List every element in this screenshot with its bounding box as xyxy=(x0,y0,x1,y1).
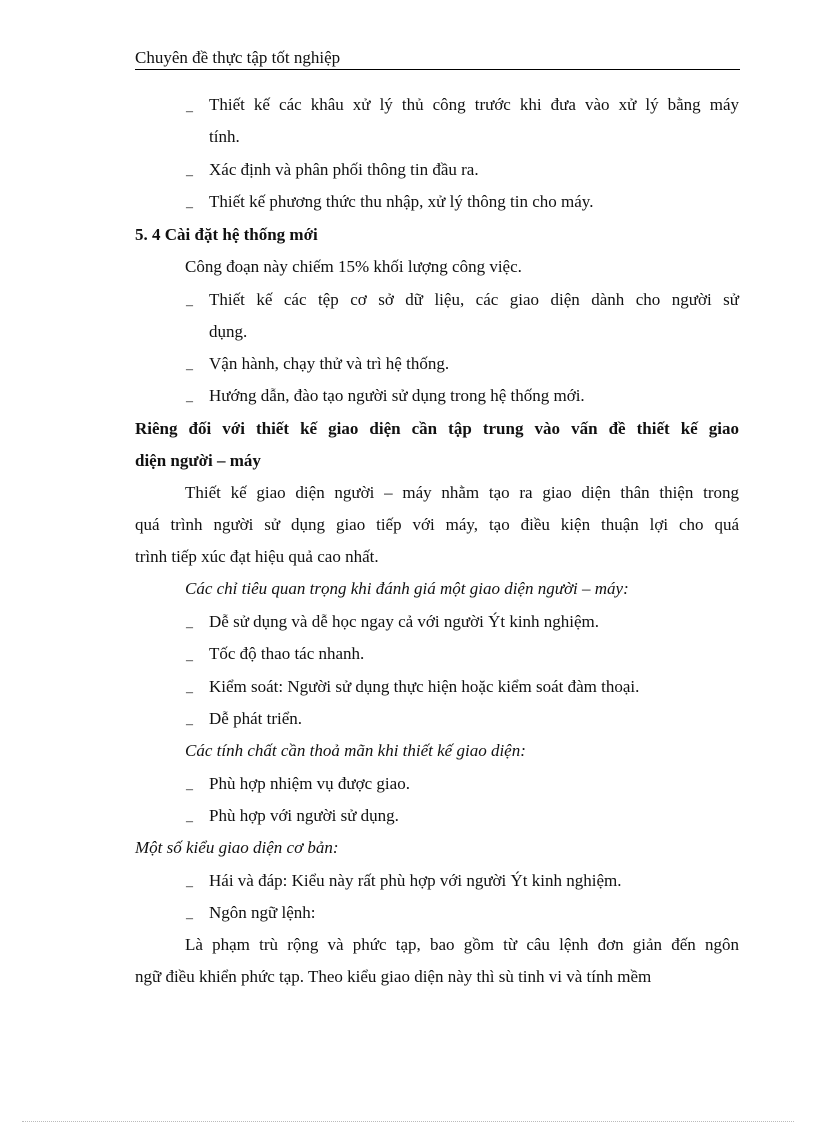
page-header: Chuyên đề thực tập tốt nghiệp xyxy=(135,48,740,70)
paragraph: ngữ điều khiển phức tạp. Theo kiểu giao diện này thì sù tinh vi và tính mềm xyxy=(135,967,652,986)
list-item: Hướng dẫn, đào tạo người sử dụng trong hệ thống mới. xyxy=(209,386,585,405)
bullet-mark: – xyxy=(186,298,193,313)
list-item: Ngôn ngữ lệnh: xyxy=(209,903,316,922)
list-item: Kiểm soát: Người sử dụng thực hiện hoặc kiểm soát đàm thoại. xyxy=(209,677,640,696)
list-item: Phù hợp nhiệm vụ được giao. xyxy=(209,774,410,793)
list-item: Dễ sử dụng và dễ học ngay cả với người Ýt kinh nghiệm. xyxy=(209,612,600,631)
paragraph: Thiết kế giao diện người – máy nhằm tạo ra giao diện thân thiện trong xyxy=(185,483,739,502)
bullet-mark: – xyxy=(186,653,193,668)
list-item: Xác định và phân phối thông tin đầu ra. xyxy=(209,160,479,179)
list-item: Dễ phát triển. xyxy=(209,709,302,728)
bullet-mark: – xyxy=(186,362,193,377)
page-bottom-divider xyxy=(22,1121,794,1122)
list-item: Thiết kế các tệp cơ sở dữ liệu, các giao diện dành cho người sử xyxy=(209,290,739,309)
bullet-mark: – xyxy=(186,879,193,894)
list-item: Tốc độ thao tác nhanh. xyxy=(209,644,365,663)
italic-label: Một số kiểu giao diện cơ bản: xyxy=(135,838,339,857)
list-item-continuation: tính. xyxy=(209,127,240,146)
list-item: Vận hành, chạy thử và trì hệ thống. xyxy=(209,354,450,373)
paragraph: Công đoạn này chiếm 15% khối lượng công việc. xyxy=(185,257,522,276)
bullet-mark: – xyxy=(186,104,193,119)
subsection-heading: Riêng đối với thiết kế giao diện cần tập trung vào vấn đề thiết kế giao xyxy=(135,419,739,438)
bullet-mark: – xyxy=(186,168,193,183)
paragraph: trình tiếp xúc đạt hiệu quả cao nhất. xyxy=(135,547,379,566)
list-item: Thiết kế các khâu xử lý thủ công trước khi đưa vào xử lý bằng máy xyxy=(209,95,739,114)
bullet-mark: – xyxy=(186,814,193,829)
paragraph: quá trình người sử dụng giao tiếp với máy, tạo điều kiện thuận lợi cho quá xyxy=(135,515,739,534)
bullet-mark: – xyxy=(186,200,193,215)
list-item-continuation: dụng. xyxy=(209,322,248,341)
list-item: Hái và đáp: Kiểu này rất phù hợp với người Ýt kinh nghiệm. xyxy=(209,871,622,890)
bullet-mark: – xyxy=(186,620,193,635)
bullet-mark: – xyxy=(186,685,193,700)
bullet-mark: – xyxy=(186,394,193,409)
bullet-mark: – xyxy=(186,782,193,797)
paragraph: Là phạm trù rộng và phức tạp, bao gồm từ câu lệnh đơn giản đến ngôn xyxy=(185,935,739,954)
italic-label: Các tính chất cần thoả mãn khi thiết kế giao diện: xyxy=(185,741,526,760)
section-heading: 5. 4 Cài đặt hệ thống mới xyxy=(135,225,318,244)
subsection-heading-continuation: diện người – máy xyxy=(135,451,261,470)
bullet-mark: – xyxy=(186,911,193,926)
list-item: Phù hợp với người sử dụng. xyxy=(209,806,399,825)
italic-label: Các chỉ tiêu quan trọng khi đánh giá một giao diện người – máy: xyxy=(185,579,629,598)
bullet-mark: – xyxy=(186,717,193,732)
list-item: Thiết kế phương thức thu nhập, xử lý thông tin cho máy. xyxy=(209,192,594,211)
